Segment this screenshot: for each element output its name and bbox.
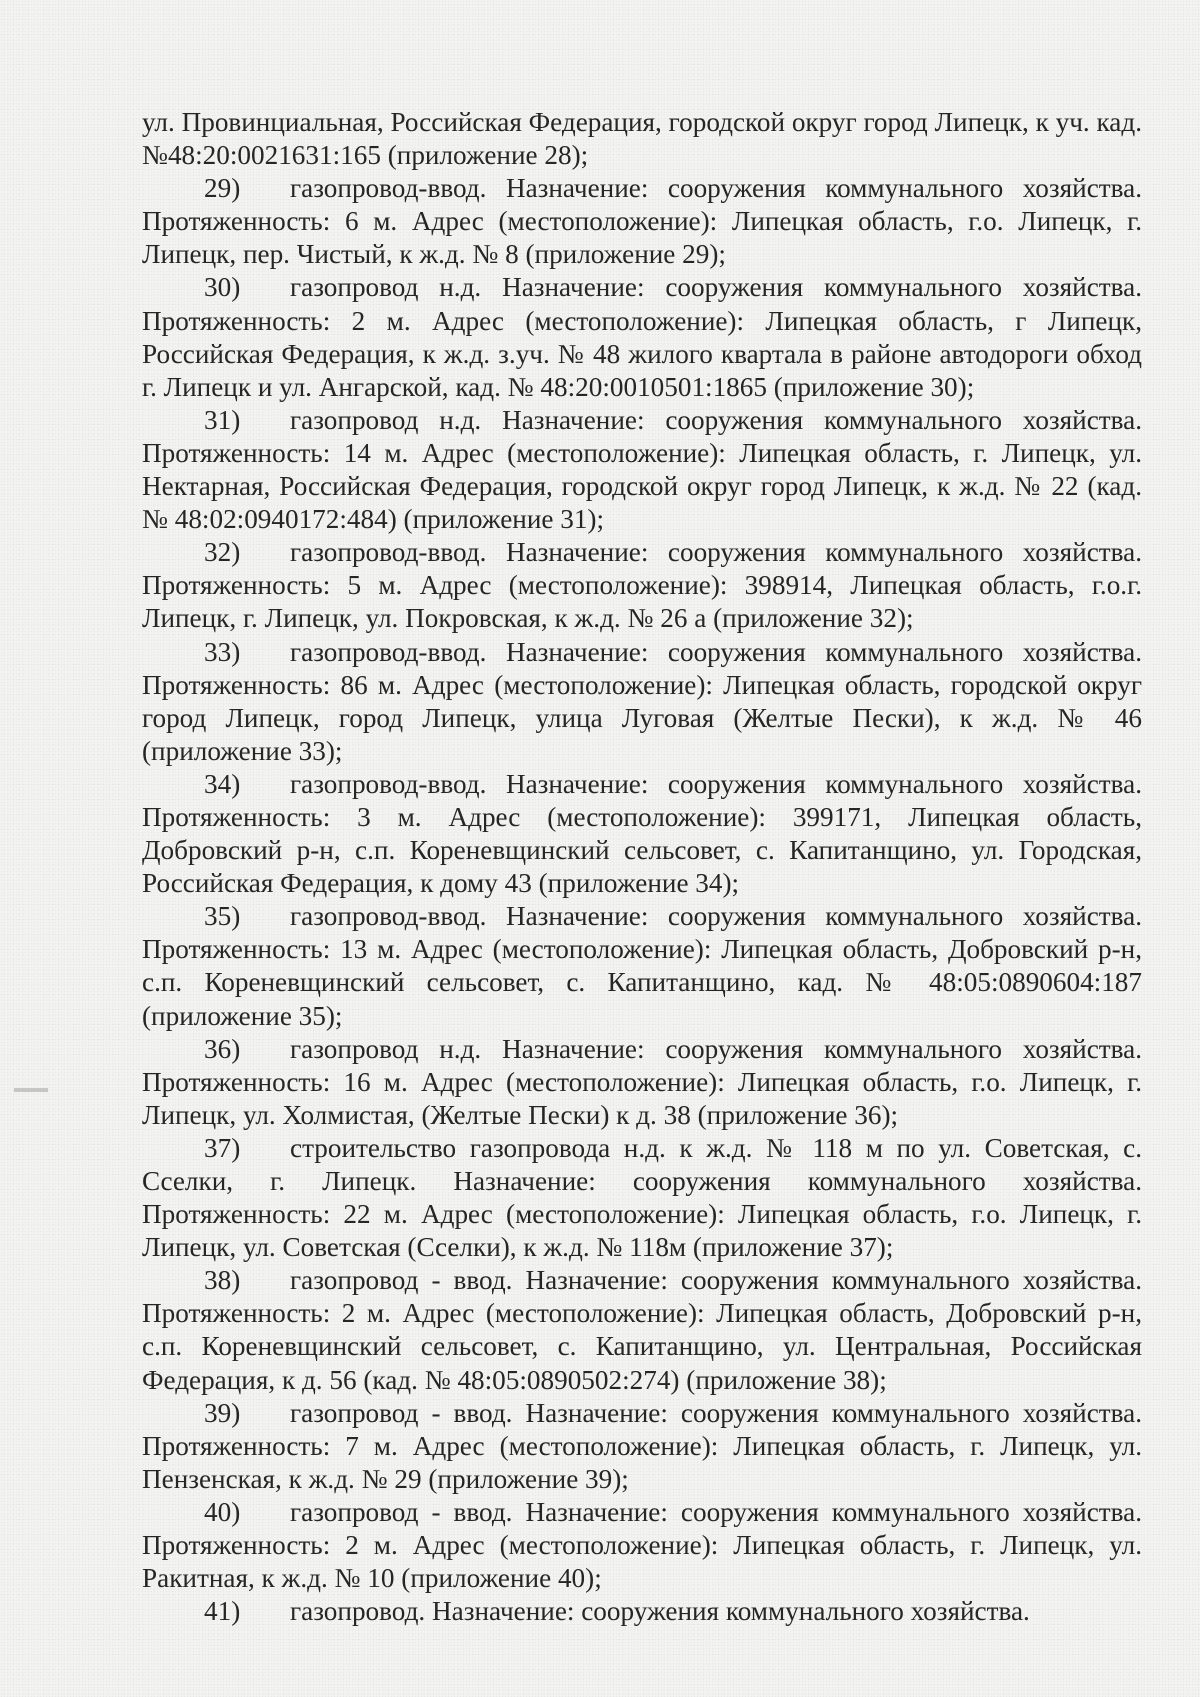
item-number: 37) <box>204 1132 241 1163</box>
list-item-39 <box>142 1397 1142 1496</box>
document-page <box>142 106 1142 1628</box>
list-item-37 <box>142 1132 1142 1264</box>
item-number: 39) <box>204 1397 241 1428</box>
item-text: газопровод-ввод. Назначение: сооружения коммунального хозяйства. Протяженность: 6 м. Адрес (местоположение): Липецкая область, г.о. Липецк, г. Липецк, пер. Чистый, к ж.д. № 8 (приложение 29); <box>142 173 1142 270</box>
item-text: газопровод н.д. Назначение: сооружения коммунального хозяйства. Протяженность: 2 м. Адрес (местоположение): Липецкая область, г Липецк, Российская Федерация, к ж.д. з.уч. № 48 жилого квартала в районе автодороги обход г. Липецк и ул. Ангарской, кад. № 48:20:0010501:1865 (приложение 30); <box>142 272 1142 402</box>
list-item-34 <box>142 768 1142 900</box>
list-item-30 <box>142 271 1142 403</box>
item-number: 40) <box>204 1496 241 1527</box>
list-item-32 <box>142 536 1142 635</box>
item-number: 31) <box>204 404 241 435</box>
item-text: газопровод - ввод. Назначение: сооружения коммунального хозяйства. Протяженность: 7 м. Адрес (местоположение): Липецкая область, г. Липецк, ул. Пензенская, к ж.д. № 29 (приложение 39); <box>142 1397 1142 1494</box>
list-item-38 <box>142 1264 1142 1396</box>
list-item-33 <box>142 636 1142 768</box>
item-number: 33) <box>204 636 241 667</box>
item-number: 30) <box>204 272 241 303</box>
item-number: 41) <box>204 1596 241 1627</box>
item-text: газопровод-ввод. Назначение: сооружения коммунального хозяйства. Протяженность: 5 м. Адрес (местоположение): 398914, Липецкая область, г.о.г. Липецк, г. Липецк, ул. Покровская, к ж.д. № 26 а (приложение 32); <box>142 537 1142 634</box>
item-text: газопровод. Назначение: сооружения коммунального хозяйства. <box>290 1596 1030 1627</box>
item-number: 35) <box>204 901 241 932</box>
item-text: газопровод-ввод. Назначение: сооружения коммунального хозяйства. Протяженность: 13 м. Адрес (местоположение): Липецкая область, Добровский р-н, с.п. Кореневщинский сельсовет, с. Капитанщино, кад. № 48:05:0890604:187 (приложение 35); <box>142 901 1142 1031</box>
item-number: 38) <box>204 1265 241 1296</box>
item-number: 32) <box>204 537 241 568</box>
item-text: газопровод - ввод. Назначение: сооружения коммунального хозяйства. Протяженность: 2 м. Адрес (местоположение): Липецкая область, Добровский р-н, с.п. Кореневщинский сельсовет, с. Капитанщино, ул. Центральная, Российская Федерация, к д. 56 (кад. № 48:05:0890502:274) (приложение 38); <box>142 1265 1142 1395</box>
scan-artifact <box>14 1088 48 1092</box>
list-item-41 <box>142 1595 1142 1628</box>
list-item-36 <box>142 1033 1142 1132</box>
continuation-paragraph: ул. Провинциальная, Российская Федерация, городской округ город Липецк, к уч. кад. №48:20:0021631:165 (приложение 28); <box>142 107 1142 171</box>
item-number: 34) <box>204 768 241 799</box>
item-text: газопровод - ввод. Назначение: сооружения коммунального хозяйства. Протяженность: 2 м. Адрес (местоположение): Липецкая область, г. Липецк, ул. Ракитная, к ж.д. № 10 (приложение 40); <box>142 1496 1142 1594</box>
item-text: строительство газопровода н.д. к ж.д. № 118 м по ул. Советская, с. Сселки, г. Липецк. Назначение: сооружения коммунального хозяйства. Протяженность: 22 м. Адрес (местоположение): Липецкая область, г.о. Липецк, г. Липецк, ул. Советская (Сселки), к ж.д. № 118м (приложение 37); <box>142 1132 1142 1263</box>
item-text: газопровод н.д. Назначение: сооружения коммунального хозяйства. Протяженность: 16 м. Адрес (местоположение): Липецкая область, г.о. Липецк, г. Липецк, ул. Холмистая, (Желтые Пески) к д. 38 (приложение 36); <box>142 1033 1142 1130</box>
item-text: газопровод-ввод. Назначение: сооружения коммунального хозяйства. Протяженность: 3 м. Адрес (местоположение): 399171, Липецкая область, Добровский р-н, с.п. Кореневщинский сельсовет, с. Капитанщино, ул. Городская, Российская Федерация, к дому 43 (приложение 34); <box>142 768 1142 899</box>
item-number: 36) <box>204 1033 241 1064</box>
list-item-31 <box>142 404 1142 536</box>
item-number: 29) <box>204 173 241 204</box>
list-item-40 <box>142 1496 1142 1595</box>
item-text: газопровод-ввод. Назначение: сооружения коммунального хозяйства. Протяженность: 86 м. Адрес (местоположение): Липецкая область, городской округ город Липецк, город Липецк, улица Луговая (Желтые Пески), к ж.д. № 46 (приложение 33); <box>142 636 1142 766</box>
list-item-29 <box>142 172 1142 271</box>
list-item-35 <box>142 900 1142 1032</box>
item-text: газопровод н.д. Назначение: сооружения коммунального хозяйства. Протяженность: 14 м. Адрес (местоположение): Липецкая область, г. Липецк, ул. Нектарная, Российская Федерация, городской округ город Липецк, к ж.д. № 22 (кад. № 48:02:0940172:484) (приложение 31); <box>142 404 1142 535</box>
